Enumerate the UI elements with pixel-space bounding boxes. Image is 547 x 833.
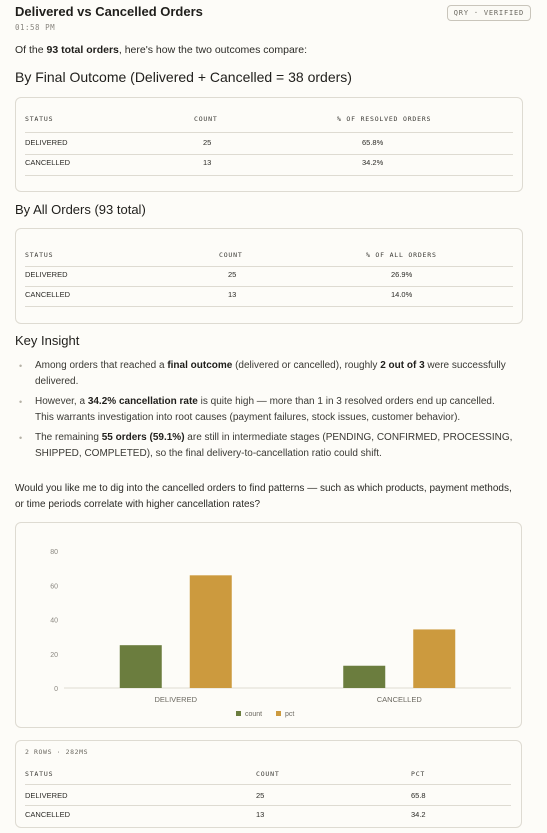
emphasis: final outcome: [167, 360, 233, 371]
table-header-row: [25, 251, 513, 267]
x-tick-label: DELIVERED: [154, 695, 198, 704]
list-item: [15, 358, 515, 390]
chart-card: [15, 522, 522, 728]
column-header: % OF RESOLVED ORDERS: [337, 115, 432, 123]
list-item: [15, 394, 515, 426]
table-row: [25, 791, 511, 806]
count-cell: 25: [256, 791, 265, 800]
pct-cell: 14.0%: [391, 290, 413, 299]
text-fragment: Among orders that reached a: [35, 360, 168, 371]
section-heading-final-outcome: By Final Outcome (Delivered + Cancelled = 38 orders): [15, 69, 352, 85]
pct-cell: 65.8: [411, 791, 426, 800]
column-header: PCT: [411, 770, 426, 778]
column-header: COUNT: [194, 115, 218, 123]
result-caption: 2 ROWS · 282MS: [25, 748, 89, 756]
all-orders-table: [15, 228, 523, 324]
column-header: COUNT: [256, 770, 280, 778]
message-timestamp: 01:58 PM: [15, 23, 56, 32]
intro-bold: 93 total orders: [46, 44, 119, 56]
pct-cell: 26.9%: [391, 270, 413, 279]
column-header: % OF ALL ORDERS: [366, 251, 437, 259]
table-row: [25, 270, 513, 287]
table-row: [25, 810, 511, 824]
count-cell: 13: [228, 290, 237, 299]
status-cell: CANCELLED: [25, 290, 71, 299]
status-cell: DELIVERED: [25, 138, 68, 147]
count-cell: 13: [203, 158, 212, 167]
emphasis: 34.2% cancellation rate: [87, 396, 198, 407]
pct-cell: 34.2: [411, 810, 426, 819]
text-fragment: are still in intermediate stages (PENDING, CONFIRMED, PROCESSING, SHIPPED, COMPLETED), so the final delivery-to-cancellation ratio could shift.: [35, 432, 513, 459]
table-header-row: [25, 770, 511, 785]
bullet-icon: •: [19, 397, 23, 407]
verified-badge[interactable]: QRY · VERIFIED: [447, 5, 531, 21]
query-result-table: [15, 740, 522, 828]
bullet-icon: •: [19, 361, 23, 371]
intro-pre: Of the: [15, 44, 47, 56]
bar-count-delivered: [120, 645, 162, 688]
legend-swatch-pct: [276, 711, 281, 716]
legend-swatch-count: [236, 711, 241, 716]
y-tick-label: 60: [50, 583, 58, 591]
table-row: [25, 290, 513, 307]
bar-count-cancelled: [343, 666, 385, 688]
bar-pct-cancelled: [413, 629, 455, 688]
status-cell: CANCELLED: [25, 810, 71, 819]
intro-text: [15, 44, 307, 56]
count-cell: 25: [228, 270, 237, 279]
message-title: Delivered vs Cancelled Orders: [15, 4, 203, 19]
intro-post: , here's how the two outcomes compare:: [118, 44, 308, 56]
legend-label-pct: pct: [285, 711, 295, 718]
text-fragment: However, a: [35, 396, 88, 407]
emphasis: 55 orders (59.1%): [101, 432, 185, 443]
count-cell: 13: [256, 810, 265, 819]
y-tick-label: 40: [50, 617, 58, 625]
emphasis: 2 out of 3: [380, 360, 425, 371]
x-tick-label: CANCELLED: [376, 695, 422, 704]
key-insight-heading: Key Insight: [15, 333, 80, 348]
bar-chart: [16, 523, 521, 727]
bullet-icon: •: [19, 433, 23, 443]
list-item: [15, 430, 515, 462]
column-header: STATUS: [25, 115, 54, 123]
pct-cell: 65.8%: [362, 138, 384, 147]
column-header: COUNT: [219, 251, 243, 259]
count-cell: 25: [203, 138, 212, 147]
table-row: [25, 158, 513, 176]
status-cell: CANCELLED: [25, 158, 71, 167]
legend-label-count: count: [245, 711, 263, 718]
y-tick-label: 80: [50, 549, 58, 556]
final-outcome-table: [15, 97, 523, 192]
text-fragment: (delivered or cancelled), roughly: [232, 360, 381, 371]
status-cell: DELIVERED: [25, 270, 68, 279]
y-tick-label: 0: [54, 686, 58, 693]
section-heading-all-orders: By All Orders (93 total): [15, 202, 146, 217]
column-header: STATUS: [25, 770, 54, 778]
closing-question: Would you like me to dig into the cancelled orders to find patterns — such as which products, payment methods, or time periods correlate with higher cancellation rates?: [15, 483, 512, 510]
insight-list: [15, 358, 515, 466]
column-header: STATUS: [25, 251, 54, 259]
table-header-row: [25, 115, 513, 133]
bar-pct-delivered: [190, 575, 232, 688]
pct-cell: 34.2%: [362, 158, 384, 167]
text-fragment: is quite high — more than 1 in 3 resolved orders end up cancelled. This warrants investigation into root causes (payment failures, stock issues, customer behavior).: [35, 396, 495, 423]
text-fragment: The remaining: [35, 432, 102, 443]
status-cell: DELIVERED: [25, 791, 68, 800]
text-fragment: were successfully delivered.: [35, 360, 506, 387]
message-header: [0, 0, 547, 36]
y-tick-label: 20: [50, 651, 58, 659]
table-row: [25, 138, 513, 155]
